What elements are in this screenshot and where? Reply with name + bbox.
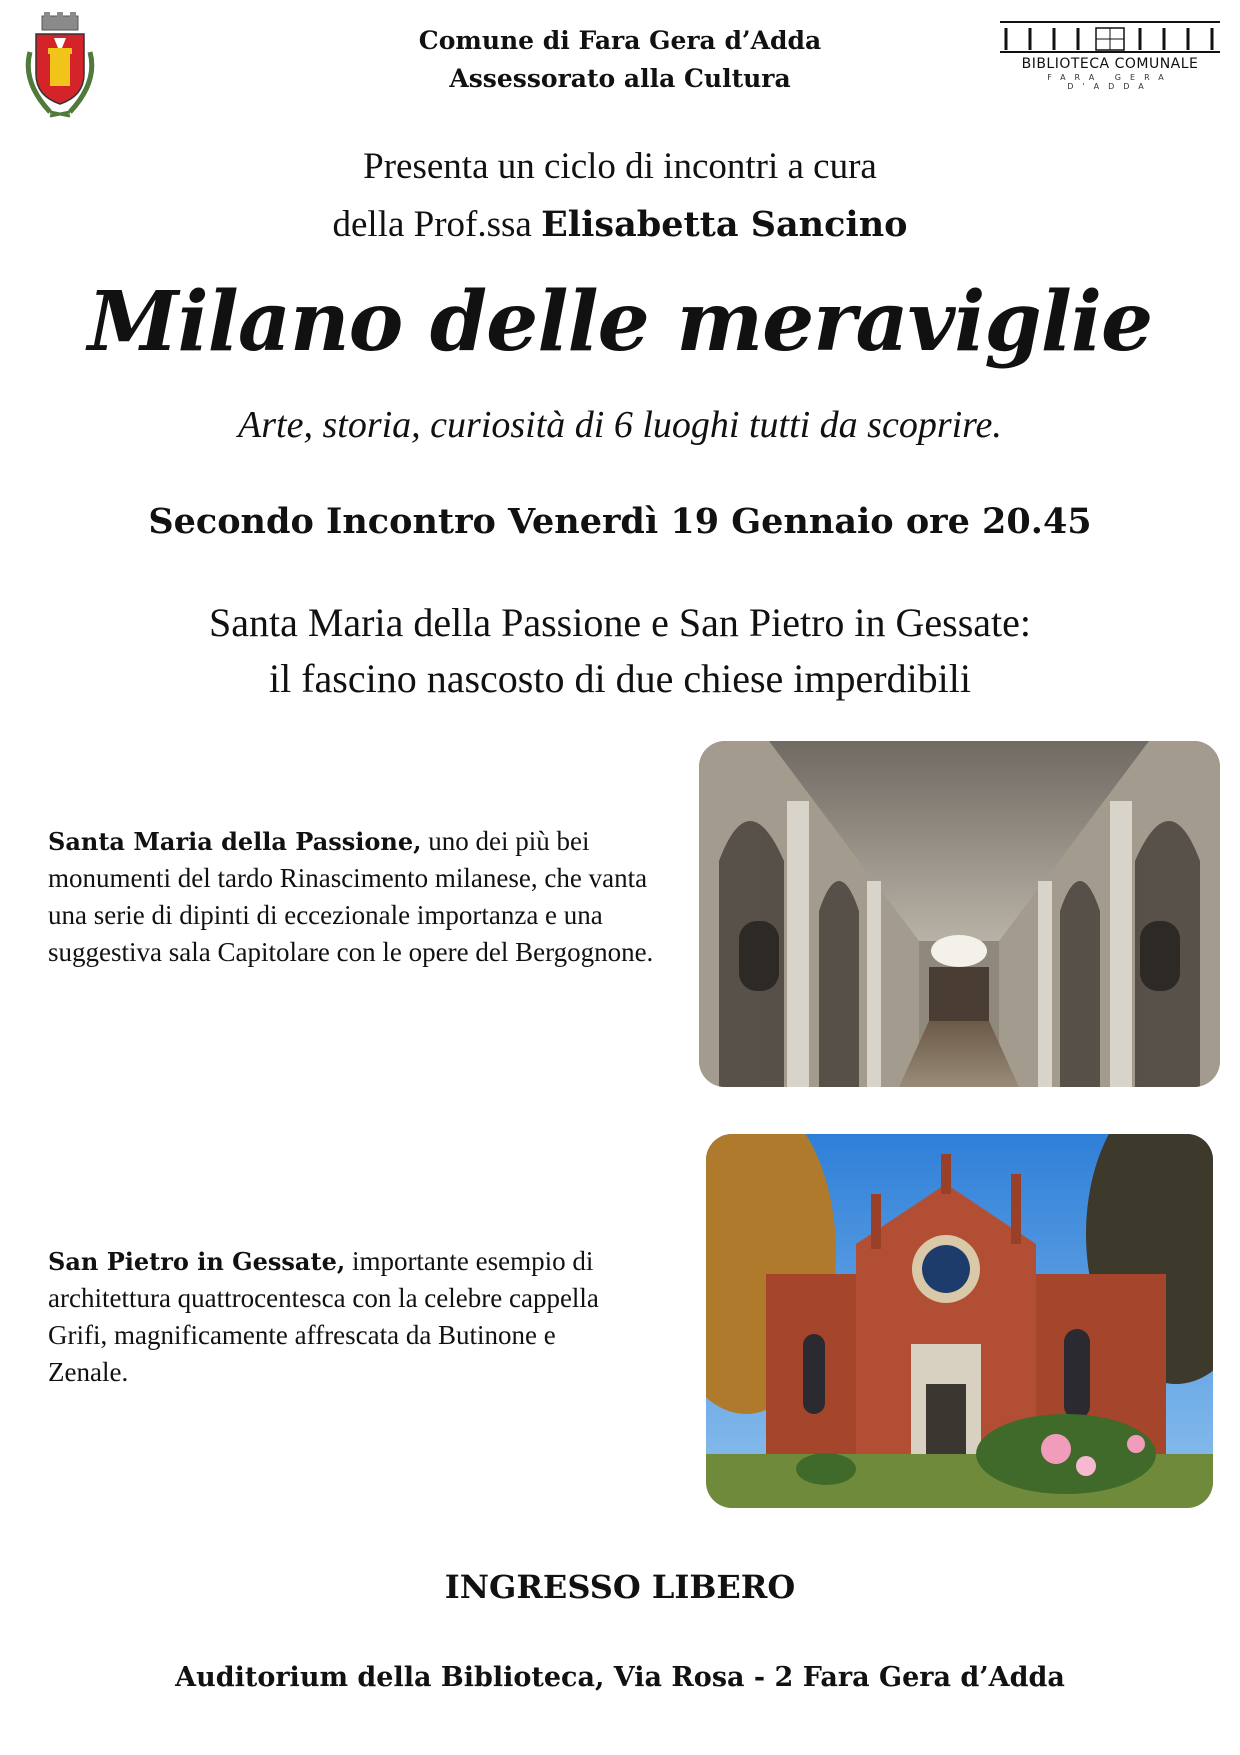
topic-line-1: Santa Maria della Passione e San Pietro in Gessate: <box>208 600 1032 645</box>
meeting-topic <box>0 595 1240 707</box>
org-line-1: Comune di Fara Gera d’Adda <box>418 26 822 55</box>
church-interior-photo <box>699 741 1220 1087</box>
intro-prefix: della Prof.ssa <box>332 204 542 245</box>
intro-line-1: Presenta un ciclo di incontri a cura <box>363 146 877 187</box>
speaker-name: Elisabetta Sancino <box>541 204 908 245</box>
venue-address: Auditorium della Biblioteca, Via Rosa - 2 Fara Gera d’Adda <box>175 1662 1065 1693</box>
org-line-2: Assessorato alla Cultura <box>449 64 791 93</box>
library-building-icon <box>1000 20 1220 54</box>
topic-line-2: il fascino nascosto di due chiese imperdibili <box>268 656 972 701</box>
church-description-2 <box>48 1243 628 1391</box>
church-text-2: importante esempio di architettura quattrocentesca con la celebre cappella Grifi, magnificamente affrescata da Butinone e Zenale. <box>48 1246 599 1387</box>
church-name-1: Santa Maria della Passione, <box>48 827 422 856</box>
meeting-date: Secondo Incontro Venerdì 19 Gennaio ore 20.45 <box>148 501 1092 542</box>
library-subtitle: FARA GERA D'ADDA <box>1047 73 1173 91</box>
library-name: BIBLIOTECA COMUNALE <box>1021 56 1199 72</box>
church-text-1: uno dei più bei monumenti del tardo Rinascimento milanese, che vanta una serie di dipinti di eccezionale importanza e una suggestiva sala Capitolare con le opere del Bergognone. <box>48 826 654 967</box>
intro-line-2 <box>0 196 1240 254</box>
event-title: Milano delle meraviglie <box>87 274 1153 370</box>
church-name-2: San Pietro in Gessate, <box>48 1247 346 1276</box>
organizer-heading <box>380 22 860 98</box>
church-facade-photo <box>706 1134 1213 1508</box>
presenter-intro <box>0 138 1240 254</box>
event-subtitle: Arte, storia, curiosità di 6 luoghi tutti da scoprire. <box>238 404 1002 446</box>
municipal-crest <box>20 12 100 122</box>
free-entry-notice: INGRESSO LIBERO <box>444 1568 796 1606</box>
library-logo <box>1000 20 1220 92</box>
church-description-1 <box>48 823 668 971</box>
